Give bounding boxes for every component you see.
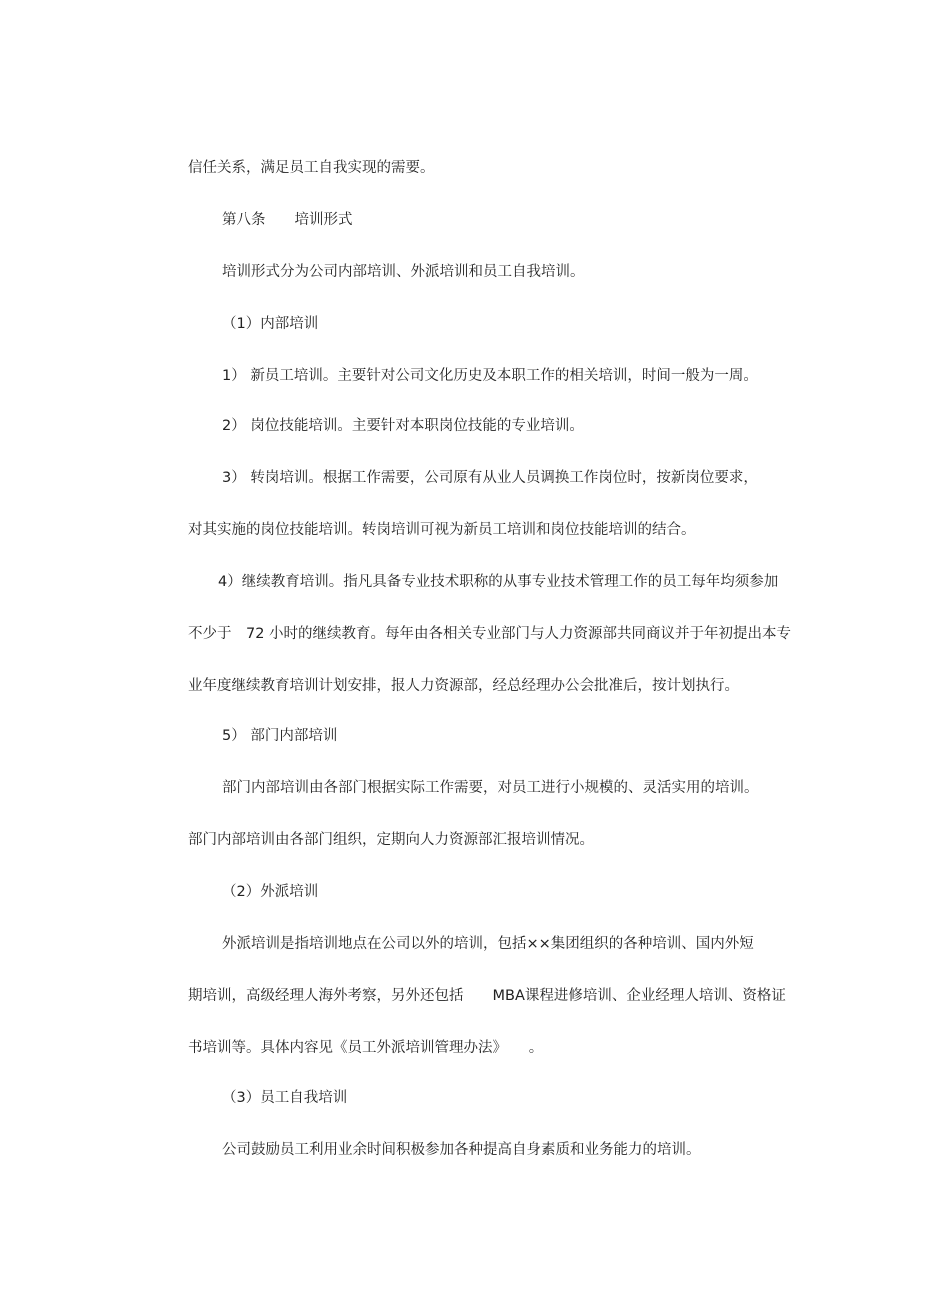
text-line: 4）继续教育培训。指凡具备专业技术职称的从事专业技术管理工作的员工每年均须参加	[218, 574, 779, 590]
subsection-heading: 5） 部门内部培训	[222, 728, 338, 744]
subsection-heading: （1）内部培训	[222, 316, 319, 332]
text-line: 外派培训是指培训地点在公司以外的培训，包括××集团组织的各种培训、国内外短	[222, 936, 754, 952]
text-line: 不少于 72 小时的继续教育。每年由各相关专业部门与人力资源部共同商议并于年初提出本专	[188, 626, 792, 642]
text-line: 2） 岗位技能培训。主要针对本职岗位技能的专业培训。	[222, 418, 584, 434]
text-line: 业年度继续教育培训计划安排，报人力资源部，经总经理办公会批准后，按计划执行。	[188, 678, 739, 694]
subsection-heading: （3）员工自我培训	[222, 1090, 348, 1106]
text-line: 公司鼓励员工利用业余时间积极参加各种提高自身素质和业务能力的培训。	[222, 1142, 701, 1158]
text-line: 1） 新员工培训。主要针对公司文化历史及本职工作的相关培训，时间一般为一周。	[222, 368, 758, 384]
text-line: 对其实施的岗位技能培训。转岗培训可视为新员工培训和岗位技能培训的结合。	[188, 522, 696, 538]
section-heading: 第八条 培训形式	[222, 212, 353, 228]
text-line: 信任关系，满足员工自我实现的需要。	[188, 160, 435, 176]
text-line: 期培训，高级经理人海外考察，另外还包括 MBA课程进修培训、企业经理人培训、资格证	[188, 988, 786, 1004]
text-line: 部门内部培训由各部门根据实际工作需要，对员工进行小规模的、灵活实用的培训。	[222, 780, 759, 796]
text-line: 书培训等。具体内容见《员工外派培训管理办法》 。	[188, 1040, 544, 1056]
text-line: 部门内部培训由各部门组织，定期向人力资源部汇报培训情况。	[188, 832, 594, 848]
text-line: 培训形式分为公司内部培训、外派培训和员工自我培训。	[222, 264, 585, 280]
text-line: 3） 转岗培训。根据工作需要，公司原有从业人员调换工作岗位时，按新岗位要求，	[222, 470, 758, 486]
subsection-heading: （2）外派培训	[222, 884, 319, 900]
